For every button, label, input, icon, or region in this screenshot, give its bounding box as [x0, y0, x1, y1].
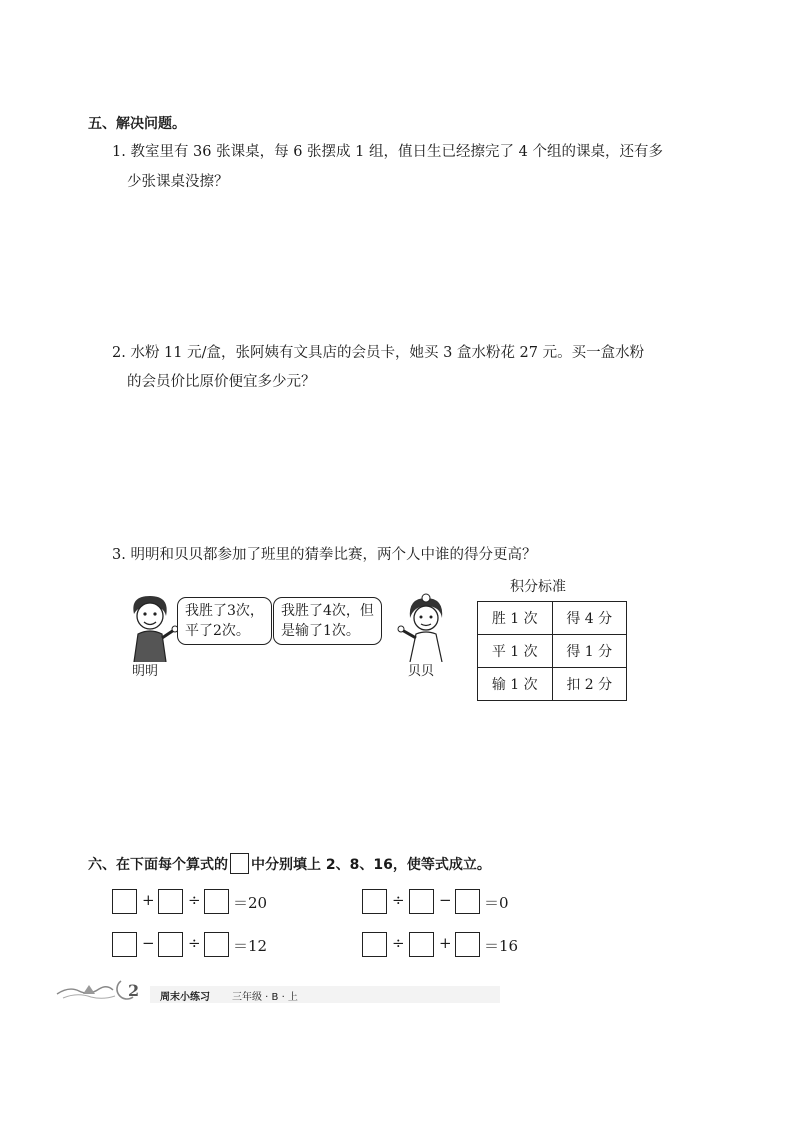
score-table — [477, 601, 627, 701]
operator: ÷ — [392, 934, 405, 952]
answer-box[interactable] — [409, 932, 434, 957]
q1-line1: 1. 教室里有 36 张课桌，每 6 张摆成 1 组，值日生已经擦完了 4 个组的课桌，还有多 — [112, 144, 663, 160]
answer-box[interactable] — [409, 889, 434, 914]
operator: − — [439, 891, 452, 909]
answer-box[interactable] — [362, 932, 387, 957]
q2-line1: 2. 水粉 11 元/盒，张阿姨有文具店的会员卡，她买 3 盒水粉花 27 元。买一盒水粉 — [112, 345, 645, 361]
table-row — [478, 668, 627, 701]
page-number: 2 — [128, 981, 140, 1000]
answer-box[interactable] — [158, 932, 183, 957]
table-cell-result: 平 1 次 — [478, 635, 553, 668]
score-table-title: 积分标准 — [510, 579, 566, 595]
girl-name: 贝贝 — [408, 664, 435, 679]
answer-box[interactable] — [455, 889, 480, 914]
equation-result: ＝0 — [484, 894, 509, 912]
girl-illustration — [396, 592, 456, 662]
answer-box[interactable] — [204, 932, 229, 957]
section5-title: 五、解决问题。 — [88, 116, 186, 132]
answer-box[interactable] — [362, 889, 387, 914]
operator: ÷ — [188, 934, 201, 952]
equation-result: ＝16 — [484, 937, 519, 955]
operator: ÷ — [188, 891, 201, 909]
q3-line1: 3. 明明和贝贝都参加了班里的猜拳比赛，两个人中谁的得分更高？ — [112, 547, 537, 563]
table-cell-result: 输 1 次 — [478, 668, 553, 701]
table-cell-result: 胜 1 次 — [478, 602, 553, 635]
equation-result: ＝12 — [233, 937, 268, 955]
answer-box[interactable] — [158, 889, 183, 914]
operator: + — [439, 934, 452, 952]
table-cell-score: 得 4 分 — [552, 602, 627, 635]
section6-title-before: 六、在下面每个算式的 — [88, 856, 228, 873]
table-cell-score: 得 1 分 — [552, 635, 627, 668]
answer-box[interactable] — [455, 932, 480, 957]
equation-result: ＝20 — [233, 894, 268, 912]
boy-speech-line1: 我胜了3次， — [185, 603, 264, 619]
blank-box-icon — [230, 853, 249, 874]
answer-box[interactable] — [204, 889, 229, 914]
operator: − — [142, 934, 155, 952]
girl-speech-line1: 我胜了4次，但 — [281, 603, 374, 619]
operator: + — [142, 891, 155, 909]
table-row — [478, 635, 627, 668]
boy-illustration — [120, 592, 180, 662]
q2-line2: 的会员价比原价便宜多少元？ — [127, 374, 316, 390]
table-row — [478, 602, 627, 635]
boy-speech-bubble — [177, 597, 272, 645]
operator: ÷ — [392, 891, 405, 909]
table-cell-score: 扣 2 分 — [552, 668, 627, 701]
answer-box[interactable] — [112, 932, 137, 957]
girl-speech-line2: 是输了1次。 — [281, 623, 360, 639]
q1-line2: 少张课桌没擦？ — [127, 174, 229, 190]
girl-speech-bubble — [273, 597, 382, 645]
answer-box[interactable] — [112, 889, 137, 914]
boy-name: 明明 — [132, 664, 159, 679]
section6-title — [88, 853, 491, 874]
boy-speech-line2: 平了2次。 — [185, 623, 250, 639]
footer-book-title: 周末小练习 — [160, 992, 210, 1003]
footer-grade: 三年级 · B · 上 — [232, 992, 298, 1003]
section6-title-after: 中分别填上 2、8、16，使等式成立。 — [251, 856, 491, 873]
